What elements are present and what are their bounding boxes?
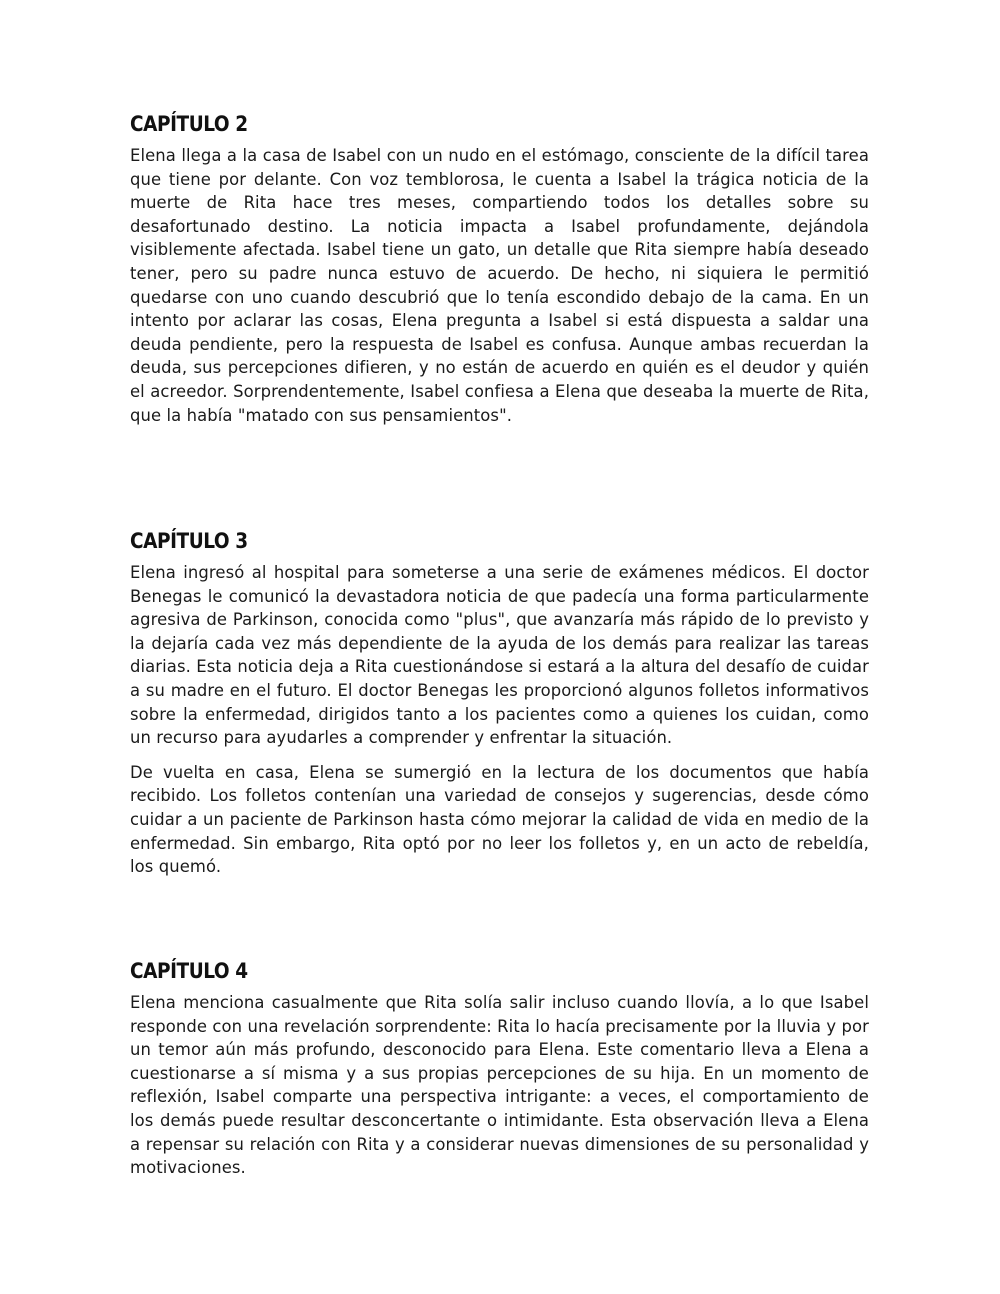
chapter-3-title: CAPÍTULO 3 (130, 529, 248, 553)
chapter-4-paragraph-1: Elena menciona casualmente que Rita solía salir incluso cuando llovía, a lo que Isabel responde con una revelación sorprendente: Rita lo hacía precisamente por la lluvia y por un temor aún más profundo, desconocido para Elena. Este comentario lleva a Elena a cuestionarse a sí misma y a sus propias percepciones de su hija. En un momento de reflexión, Isabel comparte una perspectiva intrigante: a veces, el comportamiento de los demás puede resultar desconcertante o intimidante. Esta observación lleva a Elena a repensar su relación con Rita y a considerar nuevas dimensiones de su personalidad y motivaciones. (130, 993, 869, 1178)
chapter-4-title: CAPÍTULO 4 (130, 959, 248, 983)
chapter-3-paragraph-2: De vuelta en casa, Elena se sumergió en la lectura de los documentos que había recibido. Los folletos contenían una variedad de consejos y sugerencias, desde cómo cuidar a un paciente de Parkinson hasta cómo mejorar la calidad de vida en medio de la enfermedad. Sin embargo, Rita optó por no leer los folletos y, en un acto de rebeldía, los quemó. (130, 762, 869, 877)
chapter-2-section (130, 108, 869, 427)
chapter-3-paragraph-1: Elena ingresó al hospital para someterse a una serie de exámenes médicos. El doctor Benegas le comunicó la devastadora noticia de que padecía una forma particularmente agresiva de Parkinson, conocida como "plus", que avanzaría más rápido de lo previsto y la dejaría cada vez más dependiente de la ayuda de los demás para realizar las tareas diarias. Esta noticia deja a Rita cuestionándose si estará a la altura del desafío de cuidar a su madre en el futuro. El doctor Benegas les proporcionó algunos folletos informativos sobre la enfermedad, dirigidos tanto a los pacientes como a quienes los cuidan, como un recurso para ayudarles a comprender y enfrentar la situación. (130, 563, 869, 748)
chapter-2-paragraph-1: Elena llega a la casa de Isabel con un nudo en el estómago, consciente de la difícil tarea que tiene por delante. Con voz temblorosa, le cuenta a Isabel la trágica noticia de la muerte de Rita hace tres meses, compartiendo todos los detalles sobre su desafortunado destino. La noticia impacta a Isabel profundamente, dejándola visiblemente afectada. Isabel tiene un gato, un detalle que Rita siempre había deseado tener, pero su padre nunca estuvo de acuerdo. De hecho, ni siquiera le permitió quedarse con uno cuando descubrió que lo tenía escondido debajo de la cama. En un intento por aclarar las cosas, Elena pregunta a Isabel si está dispuesta a saldar una deuda pendiente, pero la respuesta de Isabel es confusa. Aunque ambas recuerdan la deuda, sus percepciones difieren, y no están de acuerdo en quién es el deudor y quién el acreedor. Sorprendentemente, Isabel confiesa a Elena que deseaba la muerte de Rita, que la había "matado con sus pensamientos". (130, 146, 869, 425)
chapter-2-title: CAPÍTULO 2 (130, 112, 248, 136)
chapter-3-section (130, 525, 869, 879)
chapter-4-section (130, 955, 869, 1180)
